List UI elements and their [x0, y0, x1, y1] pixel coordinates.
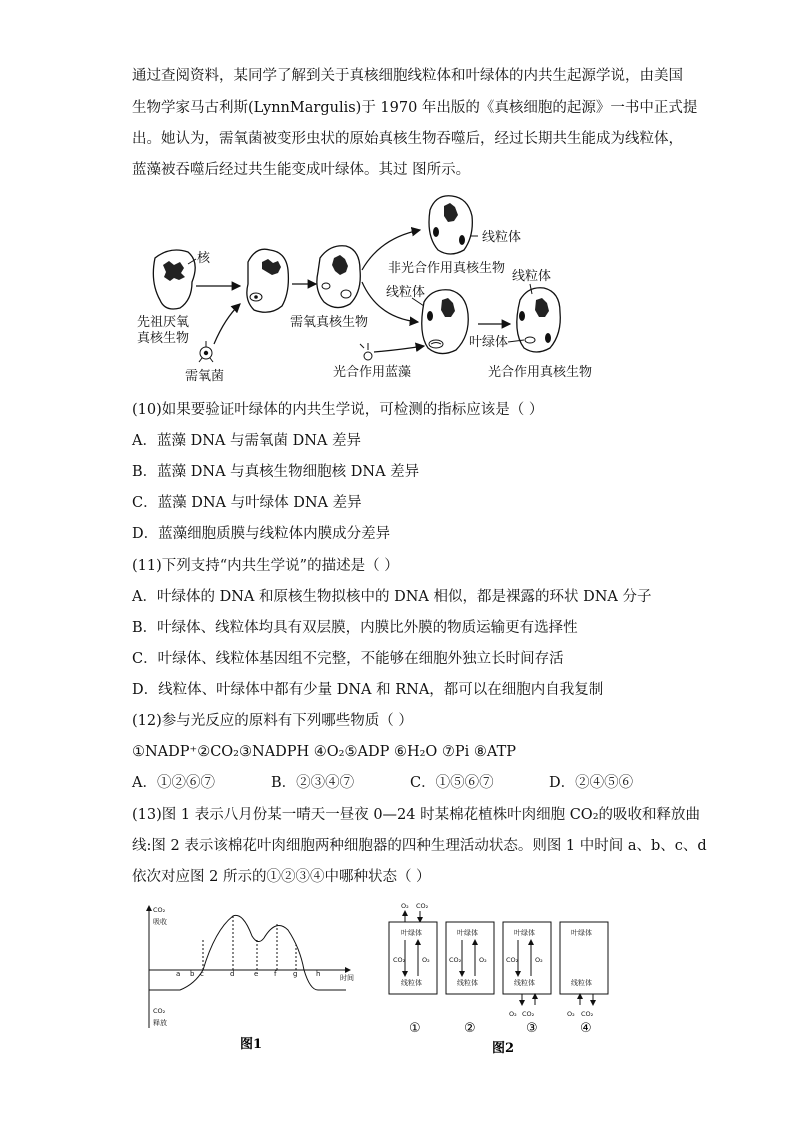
q12-items: ①NADP⁺②CO₂③NADPH ④O₂⑤ADP ⑥H₂O ⑦Pi ⑧ATP	[132, 744, 517, 760]
state1-mitochondrion: 线粒体	[401, 979, 422, 987]
chloroplast-label: 叶绿体	[469, 335, 509, 350]
state1-co2-mid: CO₂	[393, 956, 406, 964]
state4-o2-bottom: O₂	[567, 1010, 575, 1018]
tick-e: e	[254, 970, 259, 978]
q10-stem: (10)如果要验证叶绿体的内共生学说，可检测的指标应该是（ ）	[132, 402, 544, 418]
q12-option-c: C．①⑤⑥⑦	[410, 775, 494, 791]
nonphoto-label: 非光合作用真核生物	[388, 261, 506, 276]
state2-mitochondrion: 线粒体	[457, 979, 478, 987]
state3-co2-bottom: CO₂	[522, 1010, 535, 1018]
tick-d: d	[230, 970, 235, 978]
state1-o2-top: O₂	[401, 902, 409, 910]
mito-label-mid: 线粒体	[386, 285, 426, 300]
state-label-4: ④	[580, 1021, 592, 1036]
aerobe-label: 需氧菌	[185, 369, 225, 384]
state1-chloroplast: 叶绿体	[401, 929, 422, 937]
state3-mitochondrion: 线粒体	[514, 979, 535, 987]
q13-line-1: (13)图 1 表示八月份某一晴天一昼夜 0—24 时某棉花植株叶肉细胞 CO₂的吸收和释放曲	[132, 807, 701, 823]
intro-line-4: 蓝藻被吞噬后经过共生能变成叶绿体。其过 图所示。	[132, 162, 471, 178]
intro-line-3: 出。她认为，需氧菌被变形虫状的原始真核生物吞噬后，经过长期共生能成为线粒体，	[132, 131, 683, 147]
state-label-1: ①	[409, 1021, 421, 1036]
aerobic-eukaryote-label: 需氧真核生物	[290, 315, 369, 330]
q13-line-3: 依次对应图 2 所示的①②③④中哪种状态（ ）	[132, 869, 431, 885]
q13-line-2: 线:图 2 表示该棉花叶肉细胞两种细胞器的四种生理活动状态。则图 1 中时间 a、b、c、d	[132, 838, 707, 854]
q12-option-a: A．①②⑥⑦	[132, 775, 215, 791]
state3-o2-mid: O₂	[535, 956, 543, 964]
figure1-graph	[149, 906, 354, 1028]
q11-stem: (11)下列支持“内共生学说”的描述是（ ）	[132, 558, 399, 574]
q10-option-a: A．蓝藻 DNA 与需氧菌 DNA 差异	[132, 433, 361, 449]
q12-option-d: D．②④⑤⑥	[549, 775, 634, 791]
photo-eukaryote-label: 光合作用真核生物	[488, 365, 593, 380]
tick-g: g	[293, 970, 298, 978]
intro-line-1: 通过查阅资料，某同学了解到关于真核细胞线粒体和叶绿体的内共生起源学说，由美国	[132, 68, 683, 84]
q10-option-d: D．蓝藻细胞质膜与线粒体内膜成分差异	[132, 526, 391, 542]
ancestor-label-1: 先祖厌氧	[137, 315, 190, 330]
state2-co2-mid: CO₂	[449, 956, 462, 964]
tick-f: f	[274, 970, 277, 978]
y-axis-co2-top: CO₂	[153, 906, 166, 914]
tick-a: a	[176, 970, 181, 978]
mito-label-top: 线粒体	[482, 230, 522, 245]
tick-b: b	[190, 970, 195, 978]
state4-chloroplast: 叶绿体	[571, 929, 592, 937]
y-axis-release: 释放	[153, 1019, 167, 1027]
state3-chloroplast: 叶绿体	[514, 929, 535, 937]
q10-option-b: B．蓝藻 DNA 与真核生物细胞核 DNA 差异	[132, 464, 420, 480]
state-box-4	[560, 922, 608, 1018]
q12-option-b: B．②③④⑦	[271, 775, 355, 791]
q11-option-d: D．线粒体、叶绿体中都有少量 DNA 和 RNA，都可以在细胞内自我复制	[132, 682, 604, 698]
cyanobacteria-label: 光合作用蓝藻	[333, 365, 412, 380]
tick-c: c	[200, 970, 204, 978]
state1-o2-mid: O₂	[422, 956, 430, 964]
tick-h: h	[316, 970, 321, 978]
state1-co2-top: CO₂	[416, 902, 429, 910]
state-label-3: ③	[526, 1021, 538, 1036]
state3-co2-mid: CO₂	[506, 956, 519, 964]
x-axis-time: 时间	[340, 974, 354, 982]
q10-option-c: C．蓝藻 DNA 与叶绿体 DNA 差异	[132, 495, 362, 511]
state2-o2-mid: O₂	[479, 956, 487, 964]
q11-option-a: A．叶绿体的 DNA 和原核生物拟核中的 DNA 相似，都是裸露的环状 DNA 分子	[132, 589, 652, 605]
q11-option-c: C．叶绿体、线粒体基因组不完整，不能够在细胞外独立长时间存活	[132, 651, 564, 667]
mito-label-right: 线粒体	[512, 269, 552, 284]
state-box-3	[503, 922, 551, 1018]
state3-o2-bottom: O₂	[509, 1010, 517, 1018]
figure2-caption: 图2	[492, 1041, 515, 1056]
ancestor-label-2: 真核生物	[137, 331, 190, 346]
y-axis-co2-bottom: CO₂	[153, 1007, 166, 1015]
state2-chloroplast: 叶绿体	[457, 929, 478, 937]
q12-stem: (12)参与光反应的原料有下列哪些物质（ ）	[132, 713, 413, 729]
state-box-2	[446, 922, 494, 994]
nucleus-label: 核	[197, 251, 211, 266]
state4-mitochondrion: 线粒体	[571, 979, 592, 987]
q11-option-b: B．叶绿体、线粒体均具有双层膜，内膜比外膜的物质运输更有选择性	[132, 620, 578, 636]
figure1-caption: 图1	[240, 1037, 263, 1052]
intro-line-2: 生物学家马古利斯(LynnMargulis)于 1970 年出版的《真核细胞的起源》一书中正式提	[132, 100, 698, 116]
state4-co2-bottom: CO₂	[581, 1010, 594, 1018]
state-label-2: ②	[464, 1021, 476, 1036]
state-box-1	[389, 902, 437, 994]
y-axis-absorb: 吸收	[153, 918, 167, 926]
